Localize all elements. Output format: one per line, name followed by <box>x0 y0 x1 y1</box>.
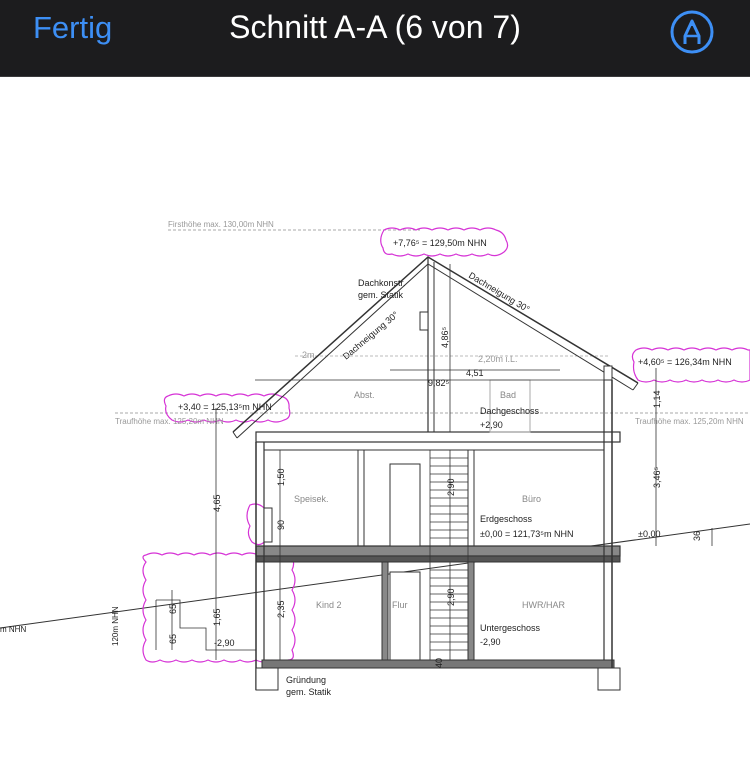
dim-36-label: 36 <box>692 530 702 541</box>
dim-982-label: 9,82⁵ <box>428 378 450 388</box>
dachkonstr-label-2: gem. Statik <box>358 290 404 300</box>
drawing-labels <box>0 220 744 697</box>
dg-level-label: +2,90 <box>480 420 503 430</box>
dachkonstr-label-1: Dachkonstr. <box>358 278 406 288</box>
done-button[interactable]: Fertig <box>33 10 113 45</box>
first-level-label: +7,76⁵ = 129,50m NHN <box>393 238 487 248</box>
traufhoehe-left-label: Traufhöhe max. 125,20m NHN <box>115 417 224 426</box>
left-level-label: +3,40 = 125,13⁵m NHN <box>178 402 272 412</box>
dim-65b-label: 65 <box>168 633 178 644</box>
dim-165-label: 1,65 <box>212 608 222 626</box>
dim-346-label: 3,46⁵ <box>652 466 662 488</box>
ug-level-label: -2,90 <box>480 637 501 647</box>
right-level-label: +4,60⁵ = 126,34m NHN <box>638 357 732 367</box>
dachneigung-right-label: Dachneigung 30° <box>466 270 532 315</box>
section-drawing <box>0 77 750 755</box>
room-speisek: Speisek. <box>294 494 329 504</box>
eg-level-label: ±0,00 = 121,73⁵m NHN <box>480 529 574 539</box>
room-bad: Bad <box>500 390 517 400</box>
dim-40-label: 40 <box>434 657 444 668</box>
firsthoehe-label: Firsthöhe max. 130,00m NHN <box>168 220 274 229</box>
dim-486-label: 4,86⁵ <box>440 326 450 348</box>
left-290-label: -2,90 <box>214 638 235 648</box>
dim-465-label: 4,65 <box>212 494 222 512</box>
dim-114-label: 1,14 <box>652 390 662 408</box>
right-000-label: ±0,00 <box>638 529 661 539</box>
dim-150-label: 1,50 <box>276 468 286 486</box>
dim-290-eg-label: 2,90 <box>446 478 456 496</box>
dim-65a-label: 65 <box>168 603 178 614</box>
dim-220-label: 2,20m i.L. <box>478 354 518 364</box>
dachgeschoss-label: Dachgeschoss <box>480 406 540 416</box>
left-nhn-label: m NHN <box>0 625 27 634</box>
gruendung-label-1: Gründung <box>286 675 327 685</box>
dim-451-label: 4,51 <box>466 368 484 378</box>
room-buero: Büro <box>522 494 542 504</box>
drawing-canvas[interactable] <box>0 77 750 755</box>
dim-90-label: 90 <box>276 519 286 530</box>
navigation-bar <box>0 0 750 77</box>
traufhoehe-right-label: Traufhöhe max. 125,20m NHN <box>635 417 744 426</box>
markup-pen-icon[interactable] <box>668 8 716 56</box>
left-120-label: 120m NHN <box>111 606 120 646</box>
room-kind2: Kind 2 <box>316 600 342 610</box>
dim-235-label: 2,35 <box>276 600 286 618</box>
dim-2m-label: 2m <box>302 350 315 360</box>
dachneigung-left-label: Dachneigung 30° <box>340 309 401 362</box>
untergeschoss-label: Untergeschoss <box>480 623 541 633</box>
document-title: Schnitt A-A (6 von 7) <box>229 9 521 45</box>
room-hwr: HWR/HAR <box>522 600 565 610</box>
room-flur: Flur <box>392 600 408 610</box>
erdgeschoss-label: Erdgeschoss <box>480 514 533 524</box>
dim-290-ug-label: 2,90 <box>446 588 456 606</box>
room-abst: Abst. <box>354 390 375 400</box>
gruendung-label-2: gem. Statik <box>286 687 332 697</box>
